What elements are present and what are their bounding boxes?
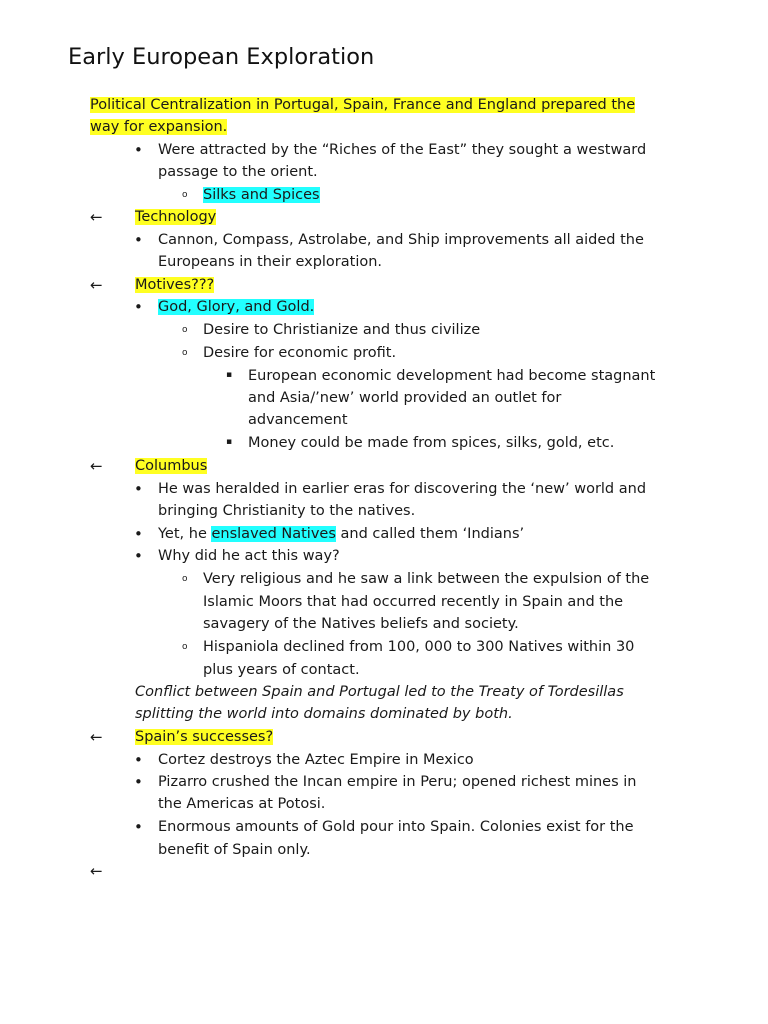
square-bullet-icon: ▪ bbox=[226, 437, 233, 447]
gold-line-1: Enormous amounts of Gold pour into Spain. Colonies exist for the bbox=[158, 819, 634, 835]
why-line: Why did he act this way? bbox=[158, 548, 340, 564]
technology-line-1: Cannon, Compass, Astrolabe, and Ship improvements all aided the bbox=[158, 232, 644, 248]
bullet-icon: • bbox=[134, 751, 143, 769]
intro-line-1 bbox=[90, 94, 635, 116]
stagnant-line-2: and Asia/’new’ world provided an outlet for bbox=[248, 390, 562, 406]
silks-spices-highlight: Silks and Spices bbox=[203, 187, 320, 203]
bullet-icon: • bbox=[134, 525, 143, 543]
spain-highlight: Spain’s successes? bbox=[135, 729, 274, 745]
circle-bullet-icon: o bbox=[182, 348, 188, 358]
intro-line-2 bbox=[90, 116, 227, 138]
money-line: Money could be made from spices, silks, gold, etc. bbox=[248, 435, 615, 451]
riches-line-1: Were attracted by the “Riches of the East” they sought a westward bbox=[158, 142, 647, 158]
stagnant-line-1: European economic development had become stagnant bbox=[248, 368, 656, 384]
gold-line-2: benefit of Spain only. bbox=[158, 842, 311, 858]
motives-heading bbox=[135, 274, 214, 296]
heralded-line-2: bringing Christianity to the natives. bbox=[158, 503, 416, 519]
intro-highlight-2: way for expansion. bbox=[90, 119, 228, 135]
document-title: Early European Exploration bbox=[68, 44, 375, 70]
pizarro-line-2: the Americas at Potosi. bbox=[158, 796, 326, 812]
christianize-line: Desire to Christianize and thus civilize bbox=[203, 322, 481, 338]
hispaniola-line-1: Hispaniola declined from 100, 000 to 300 Natives within 30 bbox=[203, 639, 635, 655]
bullet-icon: • bbox=[134, 141, 143, 159]
pizarro-line-1: Pizarro crushed the Incan empire in Peru; opened richest mines in bbox=[158, 774, 637, 790]
bullet-icon: • bbox=[134, 547, 143, 565]
technology-line-2: Europeans in their exploration. bbox=[158, 254, 383, 270]
religious-line-1: Very religious and he saw a link between the expulsion of the bbox=[203, 571, 650, 587]
heralded-line-1: He was heralded in earlier eras for discovering the ‘new’ world and bbox=[158, 481, 647, 497]
god-glory-gold-highlight: God, Glory, and Gold. bbox=[158, 299, 315, 315]
hispaniola-line-2: plus years of contact. bbox=[203, 662, 360, 678]
economic-profit-line: Desire for economic profit. bbox=[203, 345, 397, 361]
columbus-heading bbox=[135, 455, 207, 477]
square-bullet-icon: ▪ bbox=[226, 370, 233, 380]
technology-heading bbox=[135, 206, 216, 228]
columbus-highlight: Columbus bbox=[135, 458, 208, 474]
bullet-icon: • bbox=[134, 298, 143, 316]
enslaved-post: and called them ‘Indians’ bbox=[335, 526, 525, 542]
intro-highlight-1: Political Centralization in Portugal, Spain, France and England prepared the bbox=[90, 97, 636, 113]
riches-line-2: passage to the orient. bbox=[158, 164, 318, 180]
bullet-icon: • bbox=[134, 480, 143, 498]
enslaved-line bbox=[158, 523, 524, 545]
left-arrow-icon: ← bbox=[90, 728, 103, 746]
religious-line-2: Islamic Moors that had occurred recently in Spain and the bbox=[203, 594, 624, 610]
left-arrow-icon: ← bbox=[90, 276, 103, 294]
cortez-line: Cortez destroys the Aztec Empire in Mexico bbox=[158, 752, 474, 768]
silks-spices-line bbox=[203, 184, 320, 206]
motives-highlight: Motives??? bbox=[135, 277, 215, 293]
enslaved-pre: Yet, he bbox=[158, 526, 212, 542]
tordesillas-line-2: splitting the world into domains dominated by both. bbox=[135, 706, 513, 722]
god-glory-gold-line bbox=[158, 296, 314, 318]
left-arrow-icon: ← bbox=[90, 208, 103, 226]
religious-line-3: savagery of the Natives beliefs and society. bbox=[203, 616, 519, 632]
bullet-icon: • bbox=[134, 773, 143, 791]
left-arrow-icon: ← bbox=[90, 862, 103, 880]
technology-highlight: Technology bbox=[135, 209, 217, 225]
bullet-icon: • bbox=[134, 818, 143, 836]
circle-bullet-icon: o bbox=[182, 642, 188, 652]
circle-bullet-icon: o bbox=[182, 325, 188, 335]
circle-bullet-icon: o bbox=[182, 190, 188, 200]
left-arrow-icon: ← bbox=[90, 457, 103, 475]
tordesillas-line-1: Conflict between Spain and Portugal led to the Treaty of Tordesillas bbox=[135, 684, 624, 700]
circle-bullet-icon: o bbox=[182, 574, 188, 584]
enslaved-natives-highlight: enslaved Natives bbox=[211, 526, 336, 542]
bullet-icon: • bbox=[134, 231, 143, 249]
spain-heading bbox=[135, 726, 273, 748]
stagnant-line-3: advancement bbox=[248, 412, 348, 428]
